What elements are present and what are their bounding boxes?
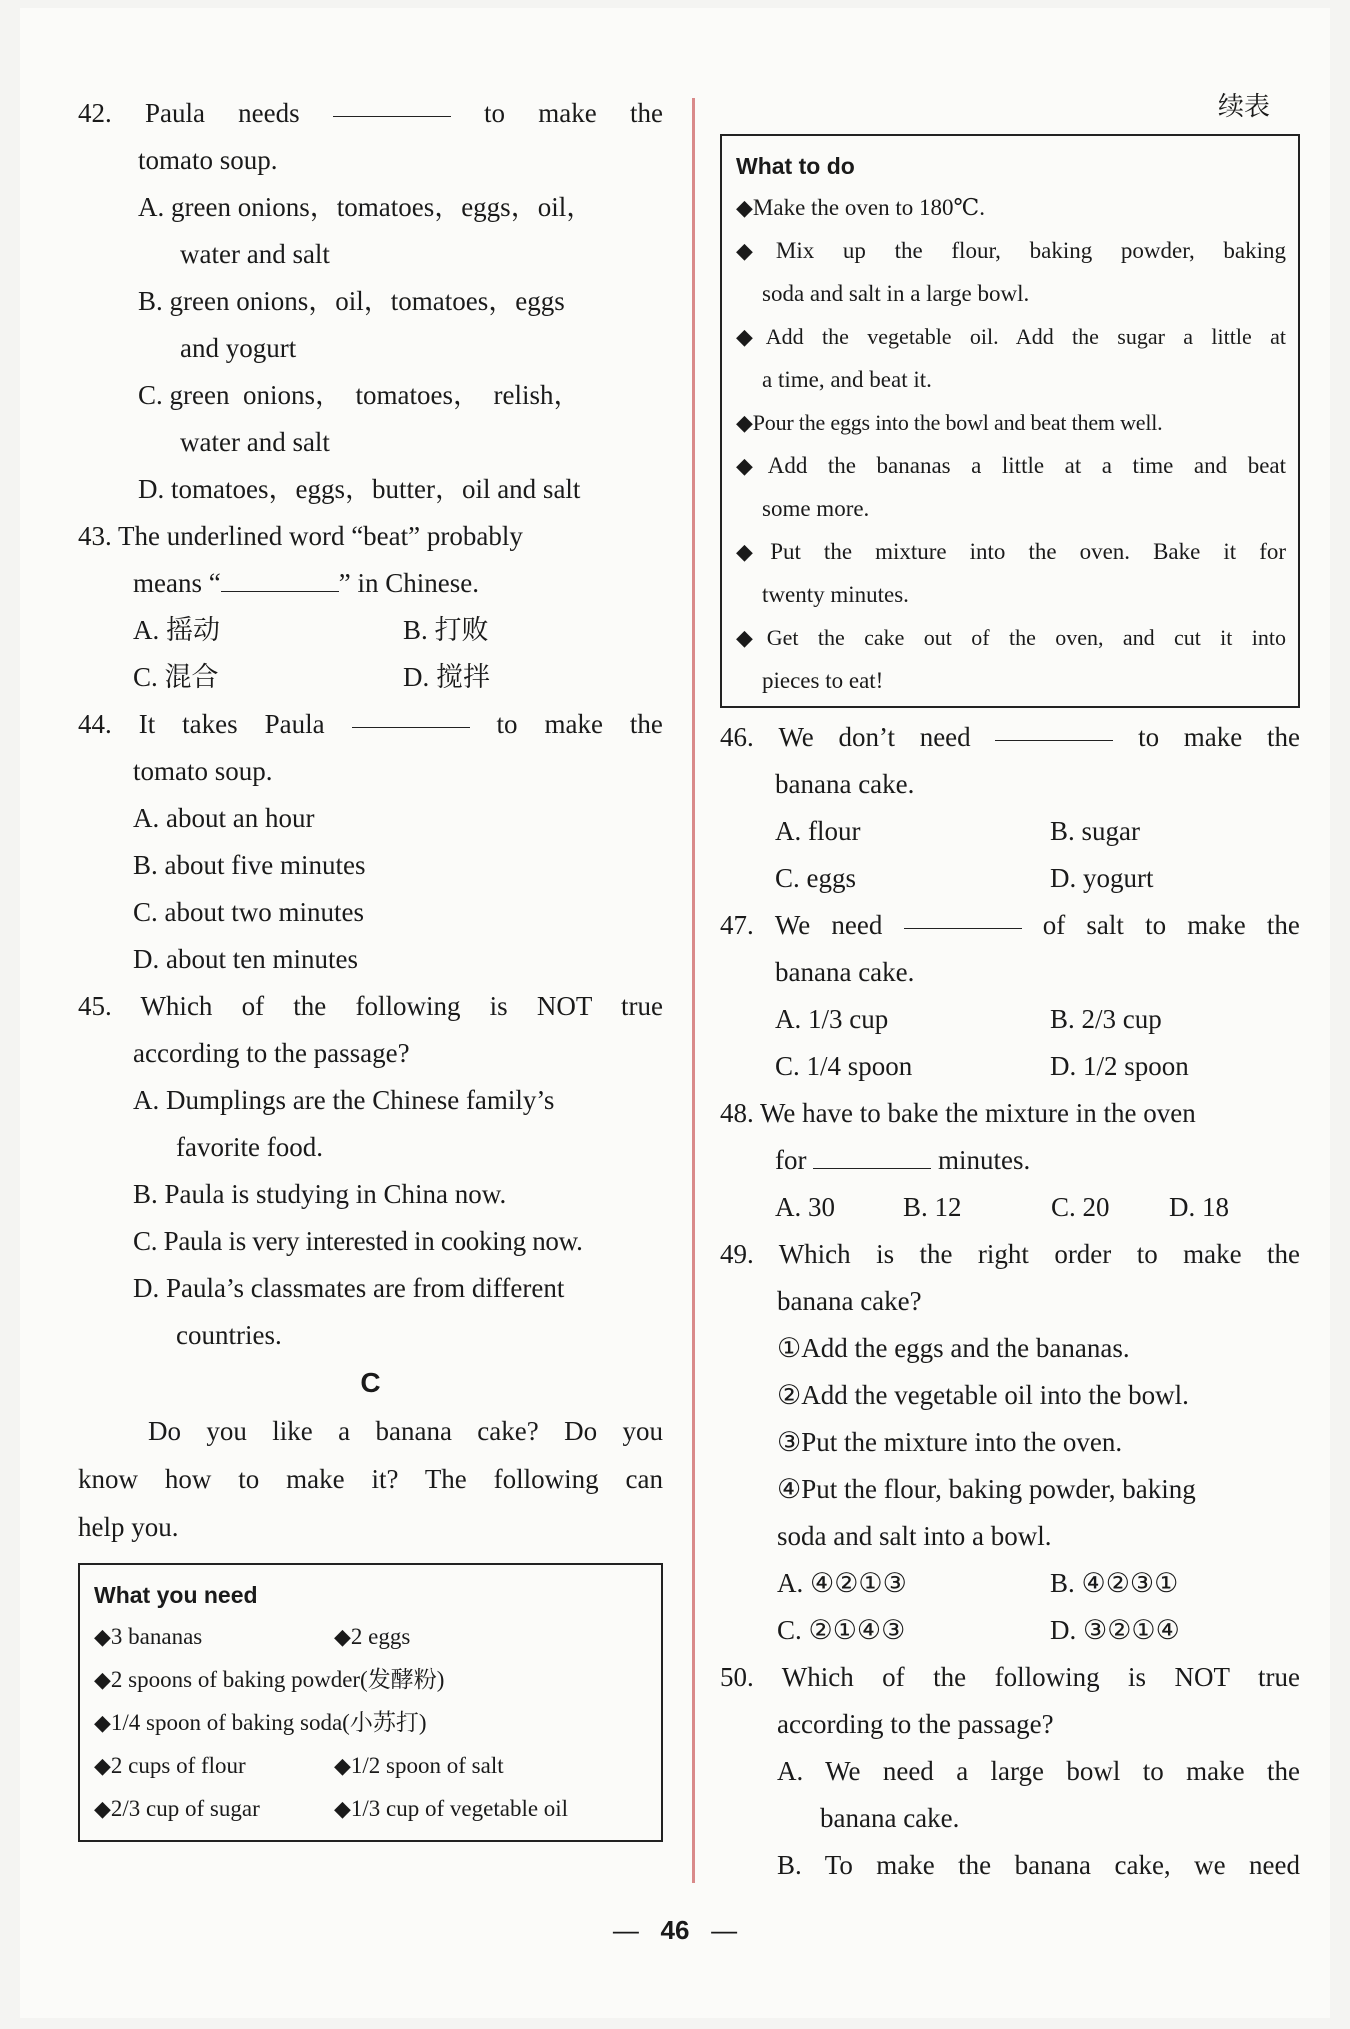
step: ◆Mix up the flour, baking powder, baking soda and salt in a large bowl.: [736, 238, 1287, 306]
answer-blank[interactable]: [221, 565, 339, 592]
question-42: 42. Paula needs to make the tomato soup. A. green onions，tomatoes，eggs，oil， water and salt B. green onions，oil，tomatoes，eggs and yogurt C. green onions， tomatoes， relish， water and salt D. tomatoes，eggs，butter，oil and salt: [78, 90, 663, 513]
question-50: 50. Which of the following is NOT true according to the passage? A. We need a large bowl to make the banana cake. B. To make the banana cake, we need: [720, 1654, 1300, 1889]
column-divider: [692, 98, 695, 1883]
diamond-bullet-icon: ◆: [334, 1753, 351, 1778]
option-c[interactable]: C. Paula is very interested in cooking now.: [133, 1226, 583, 1256]
diamond-bullet-icon: ◆: [736, 238, 776, 263]
answer-blank[interactable]: [352, 701, 470, 728]
diamond-bullet-icon: ◆: [736, 625, 767, 650]
option-c[interactable]: C. eggs: [775, 863, 857, 893]
option-b[interactable]: B. ④②③①: [1050, 1568, 1179, 1598]
option-b[interactable]: B. green onions，oil，tomatoes，eggs: [138, 286, 565, 316]
option-d[interactable]: D. about ten minutes: [133, 944, 358, 974]
option-b[interactable]: B. sugar: [1050, 816, 1140, 846]
ingredient-row: ◆2 cups of flour ◆1/2 spoon of salt: [94, 1753, 504, 1778]
order-item: ①Add the eggs and the bananas.: [777, 1333, 1130, 1363]
diamond-bullet-icon: ◆: [94, 1796, 111, 1821]
box-title: What you need: [94, 1582, 258, 1608]
question-43: 43. The underlined word “beat” probably means “ ” in Chinese. A. 摇动 B. 打败 C. 混合 D. 搅拌: [78, 513, 663, 701]
option-d[interactable]: D. 1/2 spoon: [1050, 1051, 1189, 1081]
ingredient-row: ◆3 bananas ◆2 eggs: [94, 1624, 411, 1649]
box-title: What to do: [736, 153, 855, 179]
diamond-bullet-icon: ◆: [736, 410, 753, 435]
option-d[interactable]: D. yogurt: [1050, 863, 1154, 893]
ingredient-row: ◆2/3 cup of sugar ◆1/3 cup of vegetable oil: [94, 1796, 569, 1821]
diamond-bullet-icon: ◆: [94, 1667, 111, 1692]
option-a[interactable]: A. 1/3 cup: [775, 1004, 889, 1034]
option-b[interactable]: B. Paula is studying in China now.: [133, 1179, 507, 1209]
answer-blank[interactable]: [333, 90, 451, 117]
ingredients-box: [78, 1563, 663, 1842]
diamond-bullet-icon: ◆: [94, 1753, 111, 1778]
diamond-bullet-icon: ◆: [334, 1796, 351, 1821]
option-d[interactable]: D. 搅拌: [403, 662, 490, 692]
question-47: 47. We need of salt to make the banana cake. A. 1/3 cup B. 2/3 cup C. 1/4 spoon D. 1/2 spoon: [720, 902, 1300, 1090]
left-column: [78, 90, 663, 1842]
question-number: 43.: [78, 521, 112, 551]
question-number: 50.: [720, 1662, 754, 1692]
option-a[interactable]: A. 30: [775, 1192, 835, 1222]
diamond-bullet-icon: ◆: [736, 324, 766, 349]
option-b[interactable]: B. 12: [903, 1192, 962, 1222]
option-c[interactable]: C. ②①④③: [777, 1615, 906, 1645]
diamond-bullet-icon: ◆: [736, 195, 753, 220]
question-number: 45.: [78, 991, 112, 1021]
option-d[interactable]: D. ③②①④: [1050, 1615, 1180, 1645]
ingredient-row: ◆2 spoons of baking powder(发酵粉): [94, 1667, 445, 1692]
option-a[interactable]: A. Dumplings are the Chinese family’s: [133, 1085, 555, 1115]
option-c[interactable]: C. 1/4 spoon: [775, 1051, 913, 1081]
order-item: ④Put the flour, baking powder, baking: [777, 1474, 1196, 1504]
page-number: — 46 —: [612, 1915, 738, 1945]
option-a[interactable]: A. ④②①③: [777, 1568, 907, 1598]
question-46: 46. We don’t need to make the banana cake. A. flour B. sugar C. eggs D. yogurt: [720, 714, 1300, 902]
question-45: 45. Which of the following is NOT true according to the passage? A. Dumplings are the Chinese family’s favorite food. B. Paula is studying in China now. C. Paula is very interested in cooking now. D. Paula’s classmates are from different countries.: [78, 991, 663, 1350]
diamond-bullet-icon: ◆: [736, 539, 771, 564]
step: ◆Add the bananas a little at a time and beat some more.: [736, 453, 1286, 521]
question-number: 47.: [720, 910, 754, 940]
option-c[interactable]: C. 20: [1051, 1192, 1110, 1222]
step: ◆Put the mixture into the oven. Bake it for twenty minutes.: [736, 539, 1287, 607]
answer-blank[interactable]: [813, 1142, 931, 1169]
order-item: ②Add the vegetable oil into the bowl.: [777, 1380, 1189, 1410]
option-b[interactable]: B. about five minutes: [133, 850, 366, 880]
order-item: ③Put the mixture into the oven.: [777, 1427, 1123, 1457]
ingredient-row: ◆1/4 spoon of baking soda(小苏打): [94, 1710, 427, 1735]
option-d[interactable]: D. Paula’s classmates are from different: [133, 1273, 565, 1303]
question-number: 42.: [78, 98, 112, 128]
answer-blank[interactable]: [904, 902, 1022, 929]
option-a[interactable]: A. flour: [775, 816, 861, 846]
option-a[interactable]: A. about an hour: [133, 803, 315, 833]
step: ◆Add the vegetable oil. Add the sugar a little at a time, and beat it.: [736, 324, 1287, 392]
option-c[interactable]: C. 混合: [133, 662, 219, 692]
continued-label: 续表: [1217, 92, 1270, 121]
option-b[interactable]: B. To make the banana cake, we need: [777, 1850, 1300, 1880]
step: ◆Get the cake out of the oven, and cut it into pieces to eat!: [736, 625, 1286, 693]
diamond-bullet-icon: ◆: [334, 1624, 351, 1649]
question-49: 49. Which is the right order to make the banana cake? ①Add the eggs and the bananas. ②Add the vegetable oil into the bowl. ③Put the mixture into the oven. ④Put the flour, baking powder, baking soda and salt into a bowl. A. ④②①③ B. ④②③① C. ②①④③ D. ③②①④: [720, 1231, 1300, 1654]
diamond-bullet-icon: ◆: [94, 1624, 111, 1649]
question-number: 48.: [720, 1098, 754, 1128]
question-48: 48. We have to bake the mixture in the oven for minutes. A. 30 B. 12 C. 20 D. 18: [720, 1090, 1300, 1231]
diamond-bullet-icon: ◆: [736, 453, 768, 478]
question-44: 44. It takes Paula to make the tomato soup. A. about an hour B. about five minutes C. about two minutes D. about ten minutes: [78, 701, 663, 983]
diamond-bullet-icon: ◆: [94, 1710, 111, 1735]
section-title: C: [360, 1367, 381, 1398]
step: ◆Pour the eggs into the bowl and beat them well.: [736, 410, 1163, 435]
question-number: 46.: [720, 722, 754, 752]
question-number: 49.: [720, 1239, 754, 1269]
option-a[interactable]: A. green onions，tomatoes，eggs，oil，: [138, 192, 594, 222]
option-b[interactable]: B. 打败: [403, 615, 489, 645]
option-b[interactable]: B. 2/3 cup: [1050, 1004, 1162, 1034]
option-a[interactable]: A. We need a large bowl to make the: [777, 1756, 1301, 1786]
question-number: 44.: [78, 709, 112, 739]
option-d[interactable]: D. 18: [1169, 1192, 1229, 1222]
right-column: [720, 90, 1300, 1889]
steps-box: [720, 134, 1300, 708]
option-d[interactable]: D. tomatoes，eggs，butter，oil and salt: [138, 474, 581, 504]
passage-intro: Do you like a banana cake? Do you know how to make it? The following can help you.: [78, 1416, 663, 1542]
option-a[interactable]: A. 摇动: [133, 615, 220, 645]
step: ◆Make the oven to 180℃.: [736, 195, 985, 220]
option-c[interactable]: C. green onions， tomatoes， relish，: [138, 380, 581, 410]
answer-blank[interactable]: [995, 714, 1113, 741]
option-c[interactable]: C. about two minutes: [133, 897, 364, 927]
